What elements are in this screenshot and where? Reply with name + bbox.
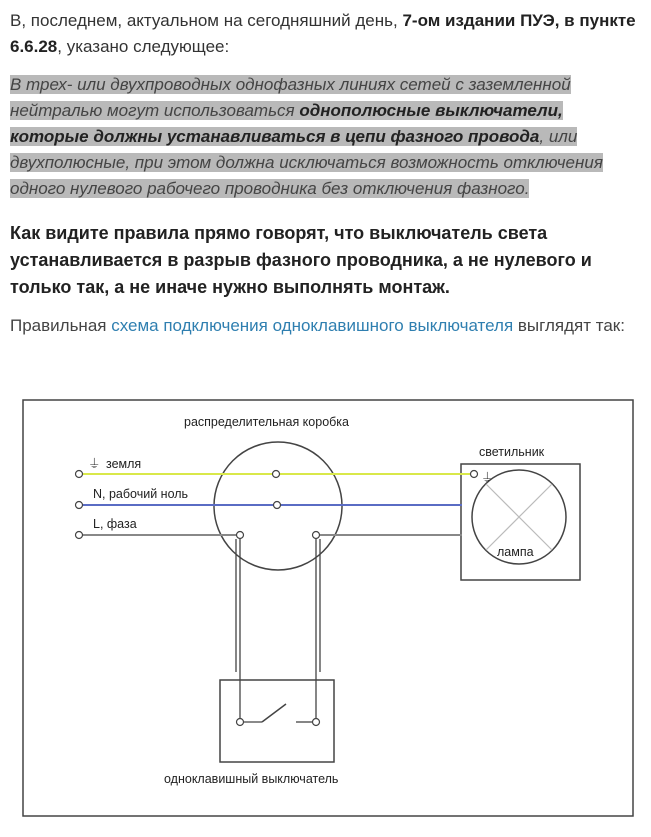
scheme-link[interactable]: схема подключения одноклавишного выключателя — [111, 316, 514, 335]
ground-terminal-left — [76, 471, 83, 478]
switch-terminal-right — [313, 719, 320, 726]
neutral-terminal-left — [76, 502, 83, 509]
phase-terminal-box-out — [313, 532, 320, 539]
quote-bold: однополюсные выключатели, которые должны устанавливаться в цепи фазного провода — [10, 101, 563, 146]
intro-paragraph — [10, 8, 641, 60]
junction-box-label: распределительная коробка — [184, 415, 350, 429]
ground-wire-label: земля — [106, 457, 142, 471]
fixture-ground-symbol-icon: ⏚ — [481, 471, 494, 485]
emphasis-paragraph: Как видите правила прямо говорят, что выключатель света устанавливается в разрыв фазного проводника, а не нулевого и только так, а не иначе нужно выполнять монтаж. — [10, 223, 592, 297]
quote-part2: , или двухполюсные, при этом должна исключаться возможность отключения одного нулевого рабочего проводника без отключения фазного. — [10, 127, 603, 198]
phase-terminal-left — [76, 532, 83, 539]
intro-text-before: В, последнем, актуальном на сегодняшний день, — [10, 11, 403, 30]
lamp-label: лампа — [497, 545, 534, 559]
wiring-diagram — [0, 392, 651, 832]
fixture-label: светильник — [479, 445, 545, 459]
intro-bold: 7-ом издании ПУЭ, в пункте 6.6.28 — [10, 11, 636, 56]
scheme-intro-before: Правильная — [10, 316, 112, 335]
neutral-terminal-box — [274, 502, 281, 509]
fixture-box — [461, 464, 580, 580]
switch-terminal-left — [237, 719, 244, 726]
phase-wire-label: L, фаза — [93, 517, 137, 531]
phase-terminal-box-in — [237, 532, 244, 539]
quote-part1: В трех- или двухпроводных однофазных линиях сетей с заземленной нейтралью могут использоваться — [10, 75, 571, 120]
ground-terminal-fixture — [471, 471, 478, 478]
switch-label: одноклавишный выключатель — [164, 772, 339, 786]
neutral-wire-label: N, рабочий ноль — [93, 487, 189, 501]
switch-blade-icon — [262, 704, 286, 722]
ground-terminal-box — [273, 471, 280, 478]
scheme-intro — [10, 313, 641, 339]
rule-quote — [10, 72, 641, 202]
ground-symbol-icon: ⏚ — [88, 457, 101, 471]
scheme-intro-after: выглядят так: — [513, 316, 625, 335]
intro-text-after: , указано следующее: — [57, 37, 230, 56]
article-body — [0, 0, 651, 339]
